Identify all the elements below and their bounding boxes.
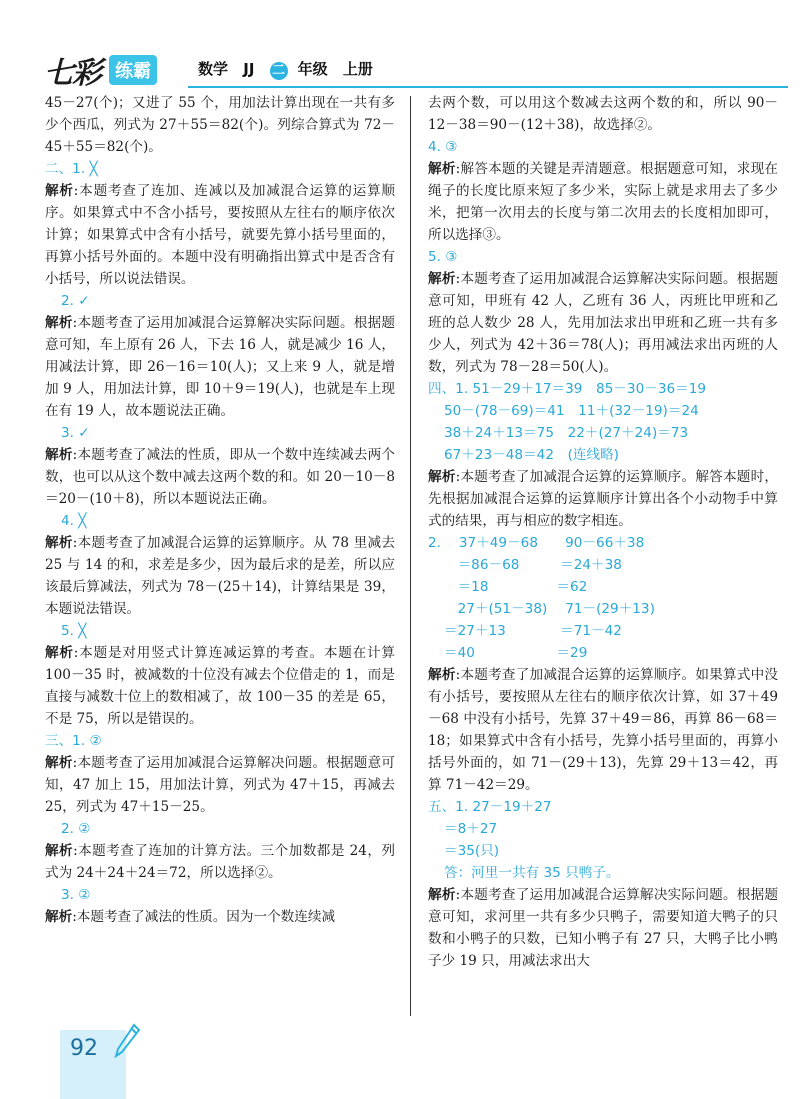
- paragraph-text: :本题考查了连加的计算方法。三个加数都是 24，列式为 24＋24＋24＝72，所以选择②。: [45, 843, 396, 881]
- explanation-paragraph: [428, 92, 778, 136]
- paragraph-text: :本题考查了运用加减混合运算解决实际问题。根据题意可知，求河里一共有多少只鸭子，需要知道大鸭子的只数和小鸭子的只数，已知小鸭子有 27 只，大鸭子比小鸭子少 19 只，用减法求出大: [428, 887, 778, 969]
- subject-label: 数学: [198, 60, 229, 78]
- paragraph-text: :本题是对用竖式计算连减运算的考查。本题在计算 100－35 时，被减数的十位没有减去个位借走的 1，而是直接与减数十位上的数相减了，故 100－35 的差是 65，不是 75，所以是错误的。: [45, 645, 395, 727]
- paragraph-text: ＝8＋27: [444, 821, 498, 837]
- analysis-label: 解析: [45, 909, 73, 925]
- answer-line: [428, 444, 778, 466]
- answer-line: [45, 422, 395, 444]
- analysis-label: 解析: [45, 843, 74, 859]
- explanation-paragraph: [45, 92, 395, 158]
- column-divider: [410, 96, 411, 1016]
- analysis-label: 解析: [428, 887, 456, 903]
- edition-label: JJ: [243, 60, 255, 78]
- paragraph-text: 4. ╳: [61, 513, 87, 529]
- paragraph-text: 3. ✓: [61, 425, 90, 441]
- answer-line: [428, 422, 778, 444]
- paragraph-text: :本题考查了运用加减混合运算解决实际问题。根据题意可知，甲班有 42 人，乙班有 36 人，丙班比甲班和乙班的总人数少 28 人，先用加法求出甲班和乙班一共有多少人，列式为 42＋36＝78(人)；再用减法求出丙班的人数，列式为 78－28＝50(人)。: [428, 271, 778, 375]
- answer-line: [45, 620, 395, 642]
- pencil-icon: [112, 1022, 142, 1062]
- answer-line: [428, 598, 778, 620]
- right-column: [428, 92, 778, 972]
- paragraph-text: 67＋23－48＝42 (连线略): [444, 447, 619, 463]
- paragraph-text: 5. ╳: [61, 623, 87, 639]
- answer-line: [45, 884, 395, 906]
- answer-line: [428, 620, 778, 642]
- paragraph-text: :本题考查了连加、连减以及加减混合运算的运算顺序。如果算式中不含小括号，要按照从左往右的顺序依次计算；如果算式中含有小括号，就要先算小括号里面的，再算小括号外面的。本题中没有明确指出算式中是否含有小括号，所以说法错误。: [45, 183, 395, 287]
- analysis-label: 解析: [45, 645, 74, 661]
- paragraph-text: 四、1. 51－29＋17＝39 85－30－36＝19: [428, 381, 707, 397]
- answer-line: [45, 818, 395, 840]
- answer-line: [428, 400, 778, 422]
- explanation-paragraph: [428, 664, 778, 796]
- paragraph-text: 3. ②: [61, 887, 91, 903]
- answer-line: [428, 576, 778, 598]
- explanation-paragraph: [428, 884, 778, 972]
- answer-line: [45, 158, 395, 180]
- paragraph-text: ＝40 ＝29: [444, 645, 588, 661]
- answer-line: [428, 862, 778, 884]
- paragraph-text: :解答本题的关键是弄清题意。根据题意可知，求现在绳子的长度比原来短了多少米，实际上就是求用去了多少米，把第一次用去的长度与第二次用去的长度相加即可，所以选择③。: [428, 161, 778, 243]
- answer-line: [428, 642, 778, 664]
- analysis-label: 解析: [45, 183, 74, 199]
- answer-line: [428, 532, 778, 554]
- logo-sub-text: 练霸: [109, 55, 157, 85]
- paragraph-text: 答：河里一共有 35 只鸭子。: [444, 865, 620, 881]
- paragraph-text: :本题考查了加减混合运算的运算顺序。解答本题时，先根据加减混合运算的运算顺序计算出各个小动物手中算式的结果，再与相应的数字相连。: [428, 469, 778, 529]
- paragraph-text: 五、1. 27－19＋27: [428, 799, 552, 815]
- analysis-label: 解析: [428, 161, 456, 177]
- answer-line: [428, 554, 778, 576]
- page-number: 92: [70, 1036, 98, 1061]
- explanation-paragraph: [45, 906, 395, 928]
- paragraph-text: 去两个数，可以用这个数减去这两个数的和，所以 90－12－38＝90－(12＋38)，故选择②。: [428, 95, 778, 133]
- paragraph-text: :本题考查了减法的性质，即从一个数中连续减去两个数，也可以从这个数中减去这两个数的和。如 20－10－8＝20－(10＋8)，所以本题说法正确。: [45, 447, 395, 507]
- analysis-label: 解析: [45, 315, 73, 331]
- explanation-paragraph: [428, 158, 778, 246]
- brand-logo: [44, 48, 157, 92]
- analysis-label: 解析: [428, 667, 456, 683]
- paragraph-text: :本题考查了加减混合运算的运算顺序。从 78 里减去 25 与 14 的和，求差是多少，因为最后求的是差，所以应该最后算减法，列式为 78－(25＋14)，计算结果是 39，本题说法错误。: [45, 535, 395, 617]
- paragraph-text: 45－27(个)；又进了 55 个，用加法计算出现在一共有多少个西瓜，列式为 27＋55＝82(个)。列综合算式为 72－45＋55＝82(个)。: [45, 95, 395, 155]
- explanation-paragraph: [45, 840, 395, 884]
- answer-line: [428, 136, 778, 158]
- paragraph-text: 50－(78－69)＝41 11＋(32－19)＝24: [444, 403, 699, 419]
- explanation-paragraph: [45, 642, 395, 730]
- paragraph-text: :本题考查了加减混合运算的运算顺序。如果算式中没有小括号，要按照从左往右的顺序依次计算，如 37＋49－68 中没有小括号，先算 37＋49＝86，再算 86－68＝18；如果算式中含有小括号，先算小括号里面的，再算小括号外面的，如 71－(29＋13)，先算 29＋13＝42，再算 71－42＝29。: [428, 667, 778, 793]
- analysis-label: 解析: [45, 535, 73, 551]
- paragraph-text: 二、1. ╳: [45, 161, 98, 177]
- explanation-paragraph: [45, 444, 395, 510]
- paragraph-text: :本题考查了减法的性质。因为一个数连续减: [72, 909, 336, 925]
- logo-main-text: 七彩: [44, 56, 100, 91]
- grade-number-badge: 二: [270, 62, 288, 80]
- answer-line: [428, 796, 778, 818]
- paragraph-text: 三、1. ②: [45, 733, 102, 749]
- paragraph-text: 38＋24＋13＝75 22＋(27＋24)＝73: [444, 425, 689, 441]
- left-column: [45, 92, 395, 928]
- paragraph-text: ＝27＋13 ＝71－42: [444, 623, 622, 639]
- answer-line: [428, 840, 778, 862]
- paragraph-text: 2. ②: [61, 821, 91, 837]
- paragraph-text: 27＋(51－38) 71－(29＋13): [444, 601, 655, 617]
- answer-line: [45, 730, 395, 752]
- paragraph-text: :本题考查了运用加减混合运算解决实际问题。根据题意可知，车上原有 26 人，下去 16 人，就是减少 16 人，用减法计算，即 26－16＝10(人)；又上来 9 人，就是增加 9 人，用加法计算，即 10＋9＝19(人)，也就是车上现在有 19 人，故本题说法正确。: [45, 315, 395, 419]
- paragraph-text: 2. 37＋49－68 90－66＋38: [428, 535, 645, 551]
- answer-line: [45, 290, 395, 312]
- explanation-paragraph: [45, 532, 395, 620]
- answer-line: [428, 378, 778, 400]
- explanation-paragraph: [428, 268, 778, 378]
- explanation-paragraph: [45, 752, 395, 818]
- paragraph-text: :本题考查了运用加减混合运算解决问题。根据题意可知，47 加上 15，用加法计算，列式为 47＋15，再减去 25，列式为 47＋15－25。: [45, 755, 395, 815]
- analysis-label: 解析: [45, 447, 73, 463]
- header-divider: [188, 86, 788, 88]
- paragraph-text: ＝86－68 ＝24＋38: [444, 557, 622, 573]
- explanation-paragraph: [428, 466, 778, 532]
- answer-line: [428, 246, 778, 268]
- explanation-paragraph: [45, 312, 395, 422]
- paragraph-text: 2. ✓: [61, 293, 90, 309]
- analysis-label: 解析: [428, 469, 456, 485]
- page-header: [30, 40, 770, 100]
- paragraph-text: 4. ③: [428, 139, 458, 155]
- paragraph-text: ＝35(只): [444, 843, 500, 859]
- analysis-label: 解析: [45, 755, 73, 771]
- answer-line: [428, 818, 778, 840]
- grade-label: 年级: [297, 60, 328, 78]
- volume-label: 上册: [342, 60, 373, 78]
- paragraph-text: 5. ③: [428, 249, 458, 265]
- paragraph-text: ＝18 ＝62: [444, 579, 588, 595]
- answer-line: [45, 510, 395, 532]
- explanation-paragraph: [45, 180, 395, 290]
- analysis-label: 解析: [428, 271, 456, 287]
- subject-info: [198, 58, 383, 80]
